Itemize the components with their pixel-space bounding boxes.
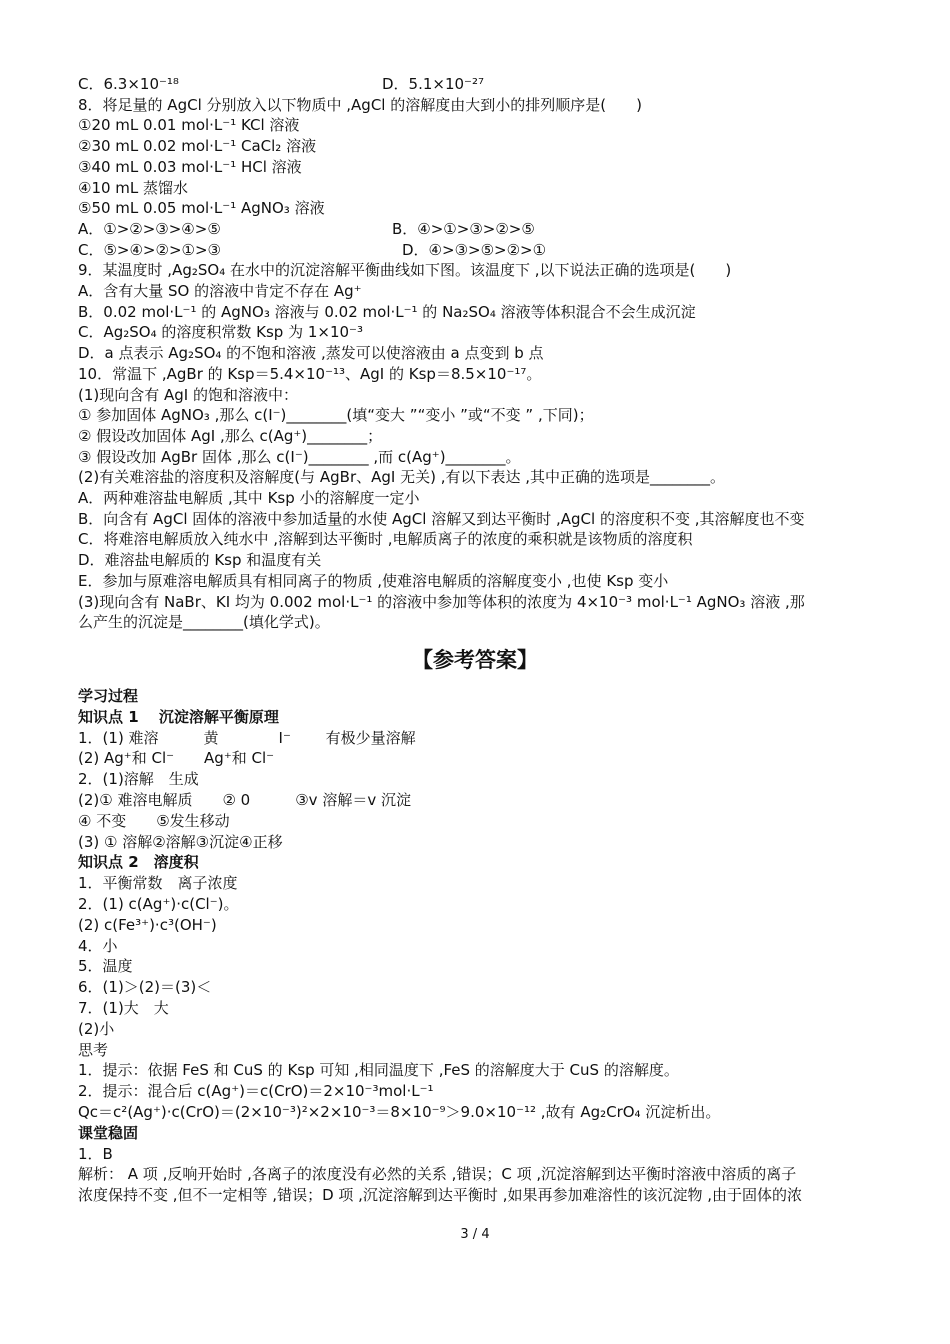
question-line (78, 364, 541, 384)
question-line (78, 529, 693, 549)
question-text: D．a 点表示 Ag₂SO₄ 的不饱和溶液 ,蒸发可以使溶液由 a 点变到 b 点 (78, 344, 544, 363)
question-text: ⑤50 mL 0.05 mol·L⁻¹ AgNO₃ 溶液 (78, 199, 325, 218)
question-line (78, 385, 298, 405)
answer-line: ④ 不变 ⑤发生移动 (78, 811, 230, 830)
answer-heading: 课堂稳固 (78, 1123, 139, 1142)
question-text: (3)现向含有 NaBr、KI 均为 0.002 mol·L⁻¹ 的溶液中参加等体积的浓度为 4×10⁻³ mol·L⁻¹ AgNO₃ 溶液 ,那 (78, 592, 805, 611)
answer-line: 7．(1)大 大 (78, 999, 169, 1017)
answer-line: 浓度保持不变 ,但不一定相等 ,错误；D 项 ,沉淀溶解到达平衡时 ,如果再参加难溶性的该沉淀物 ,由于固体的浓 (78, 1186, 803, 1205)
question-line (78, 240, 221, 260)
answer-heading: 学习过程 (78, 687, 139, 705)
question-text: B．向含有 AgCl 固体的溶液中参加适量的水使 AgCl 溶解又到达平衡时 ,AgCl 的溶度积不变 ,其溶解度也不变 (78, 509, 805, 528)
question-text: C．将难溶电解质放入纯水中 ,溶解到达平衡时 ,电解质离子的浓度的乘积就是该物质的溶度积 (78, 530, 693, 549)
answer-line: 6．(1)＞(2)＝(3)＜ (78, 978, 212, 997)
question-line (78, 426, 382, 446)
question-line (78, 281, 362, 301)
question-line (78, 178, 188, 198)
answer-line: 解析： A 项 ,反响开始时 ,各离子的浓度没有必然的关系 ,错误；C 项 ,沉淀溶解到达平衡时溶液中溶质的离子 (78, 1165, 797, 1184)
question-line (78, 157, 302, 177)
answer-line: 2．(1) c(Ag⁺)·c(Cl⁻)。 (78, 895, 239, 913)
question-text: ②30 mL 0.02 mol·L⁻¹ CaCl₂ 溶液 (78, 137, 317, 156)
question-text: ④10 mL 蒸馏水 (78, 178, 189, 197)
question-text: ① 参加固体 AgNO₃ ,那么 c(I⁻)________(填“变大 ”“变小 ”或“不变 ” ,下同)； (78, 406, 594, 425)
question-line (78, 115, 299, 135)
answer-line: 4．小 (78, 936, 118, 955)
question-text: C．⑤>④>②>①>③ (78, 240, 221, 259)
answer-heading: 知识点 2 溶度积 (78, 853, 199, 872)
question-line (78, 74, 179, 94)
answer-line: 思考 (78, 1040, 109, 1059)
question-text: ③ 假设改加 AgBr 固体 ,那么 c(I⁻)________ ,而 c(Ag⁺)________。 (78, 447, 521, 466)
question-text: (2)有关难溶盐的溶度积及溶解度(与 AgBr、AgI 无关) ,有以下表达 ,其中正确的选项是________。 (78, 468, 726, 487)
answer-line: (2) c(Fe³⁺)·c³(OH⁻) (78, 915, 217, 934)
question-option-right: D．④>③>⑤>②>① (402, 240, 547, 259)
answer-line: 5．温度 (78, 957, 133, 976)
question-text: (1)现向含有 AgI 的饱和溶液中： (78, 385, 298, 404)
answer-line: (2)小 (78, 1019, 115, 1038)
answer-heading: 知识点 1 沉淀溶解平衡原理 (78, 707, 279, 726)
question-line (78, 509, 804, 529)
question-line (78, 571, 668, 591)
question-line (78, 488, 420, 508)
answer-title: 【参考答案】 (412, 648, 538, 672)
answer-line: 1．平衡常数 离子浓度 (78, 874, 238, 893)
question-text: A．①>②>③>④>⑤ (78, 219, 221, 238)
question-text: C．6.3×10⁻¹⁸ (78, 75, 179, 93)
question-line (78, 405, 594, 425)
answer-line: 2．提示：混合后 c(Ag⁺)＝c(CrO)＝2×10⁻³mol·L⁻¹ (78, 1082, 434, 1101)
question-line (78, 550, 321, 570)
question-text: ①20 mL 0.01 mol·L⁻¹ KCl 溶液 (78, 116, 300, 135)
question-option-right: D．5.1×10⁻²⁷ (382, 75, 485, 93)
question-text: C．Ag₂SO₄ 的溶度积常数 Ksp 为 1×10⁻³ (78, 323, 363, 342)
question-line (78, 322, 363, 342)
question-line (78, 467, 725, 487)
answer-line: (2)① 难溶电解质 ② 0 ③v 溶解＝v 沉淀 (78, 791, 411, 809)
question-text: E．参加与原难溶电解质具有相同离子的物质 ,使难溶电解质的溶解度变小 ,也使 Ksp 变小 (78, 571, 669, 590)
question-text: ② 假设改加固体 AgI ,那么 c(Ag⁺)________； (78, 426, 383, 445)
question-text: 9．某温度时 ,Ag₂SO₄ 在水中的沉淀溶解平衡曲线如下图。该温度下 ,以下说法正确的选项是( ) (78, 261, 732, 280)
answer-line: 1．B (78, 1144, 113, 1163)
question-line (78, 260, 731, 280)
answer-line: 1．(1) 难溶 黄 I⁻ 有极少量溶解 (78, 728, 416, 747)
question-line (78, 592, 805, 612)
question-text: 8．将足量的 AgCl 分别放入以下物质中 ,AgCl 的溶解度由大到小的排列顺序是( ) (78, 95, 642, 114)
answer-line: (3) ① 溶解②溶解③沉淀④正移 (78, 832, 283, 851)
question-line (78, 343, 544, 363)
question-text: A．两种难溶盐电解质 ,其中 Ksp 小的溶解度一定小 (78, 489, 420, 507)
question-line (78, 136, 316, 156)
question-line (78, 612, 330, 632)
question-text: B．0.02 mol·L⁻¹ 的 AgNO₃ 溶液与 0.02 mol·L⁻¹ 的 Na₂SO₄ 溶液等体积混合不会生成沉淀 (78, 302, 696, 321)
answer-line: Qc＝c²(Ag⁺)·c(CrO)＝(2×10⁻³)²×2×10⁻³＝8×10⁻⁹＞9.0×10⁻¹² ,故有 Ag₂CrO₄ 沉淀析出。 (78, 1103, 721, 1121)
question-text: 么产生的沉淀是________(填化学式)。 (78, 613, 330, 632)
question-line (78, 198, 325, 218)
question-line (78, 447, 521, 467)
question-line (78, 302, 696, 322)
answer-line: 1．提示：依据 FeS 和 CuS 的 Ksp 可知 ,相同温度下 ,FeS 的溶解度大于 CuS 的溶解度。 (78, 1061, 679, 1080)
question-text: A．含有大量 SO 的溶液中肯定不存在 Ag⁺ (78, 282, 362, 300)
question-text: 10．常温下 ,AgBr 的 Ksp＝5.4×10⁻¹³、AgI 的 Ksp＝8.5×10⁻¹⁷。 (78, 364, 542, 383)
question-option-right: B．④>①>③>②>⑤ (392, 219, 535, 238)
question-text: ③40 mL 0.03 mol·L⁻¹ HCl 溶液 (78, 157, 302, 176)
answer-line: (2) Ag⁺和 Cl⁻ Ag⁺和 Cl⁻ (78, 749, 275, 768)
question-line (78, 95, 642, 115)
page-number: 3 / 4 (460, 1227, 490, 1242)
question-line (78, 219, 221, 239)
answer-line: 2．(1)溶解 生成 (78, 770, 199, 789)
question-text: D．难溶盐电解质的 Ksp 和温度有关 (78, 551, 322, 570)
